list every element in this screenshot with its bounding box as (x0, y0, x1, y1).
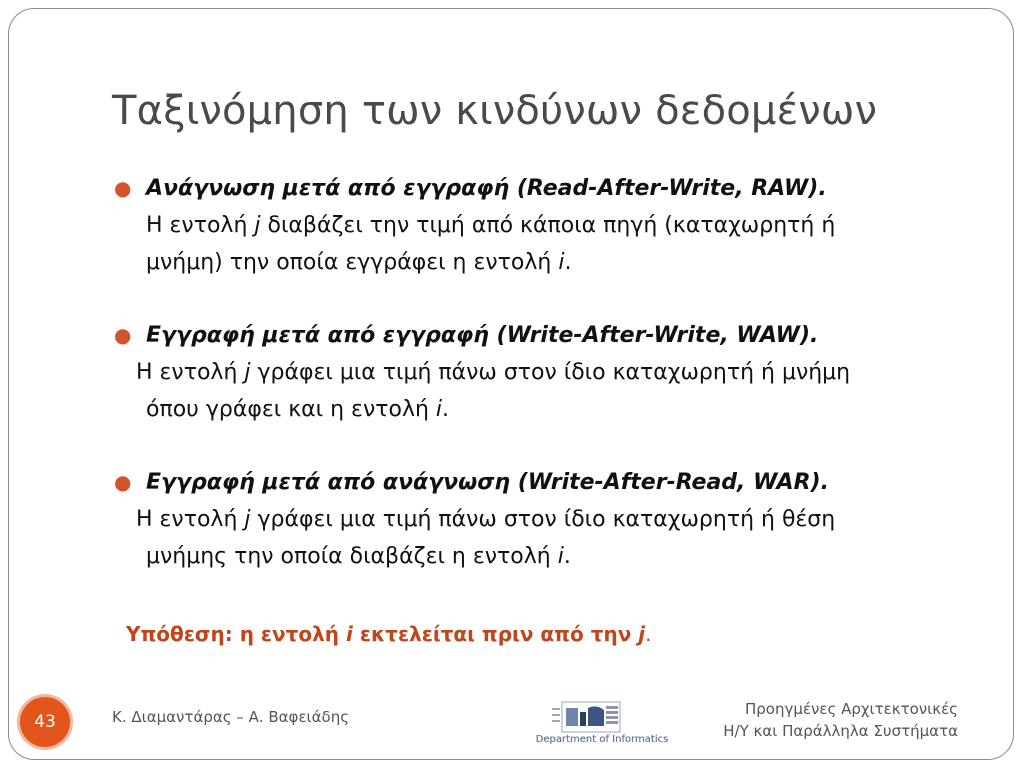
variable-j: j (254, 213, 261, 238)
page-number: 43 (34, 712, 56, 732)
text-span: διαβάζει την τιμή από κάποια πηγή (καταχωρητή ή (260, 213, 836, 238)
hypothesis-text: Υπόθεση: η εντολή (126, 622, 347, 646)
bullet-heading-period: . (810, 323, 819, 348)
department-logo-icon (524, 698, 680, 746)
text-span: γράφει μια τιμή πάνω στον ίδιο καταχωρητή ή θέση (250, 507, 836, 532)
bullet-text-line (112, 501, 972, 538)
bullet-text-line (112, 207, 972, 244)
hypothesis-period: . (645, 622, 652, 646)
bullet-heading-text: Ανάγνωση μετά από εγγραφή (Read-After-Write, RAW) (146, 176, 819, 201)
bullet-text-line (112, 244, 972, 281)
variable-i: i (435, 397, 443, 422)
variable-i: i (557, 544, 564, 569)
variable-i: i (558, 250, 565, 275)
text-span: μνήμη) την οποία εγγράφει η εντολή (146, 250, 559, 275)
hypothesis-note (126, 622, 652, 646)
variable-j: j (244, 360, 251, 385)
text-span: Η εντολή (136, 507, 245, 532)
bullet-heading (112, 464, 972, 501)
text-span: . (563, 544, 571, 569)
text-span: . (564, 250, 572, 275)
bullet-text-line (112, 391, 972, 428)
text-span: Η εντολή (136, 360, 245, 385)
bullet-heading-text: Εγγραφή μετά από ανάγνωση (Write-After-Read, WAR) (146, 470, 821, 495)
course-line-1: Προηγμένες Αρχιτεκτονικές (745, 700, 958, 718)
footer-course (723, 698, 958, 742)
bullet-item-waw (112, 317, 972, 428)
bullet-heading-period: . (820, 470, 829, 495)
variable-i: i (346, 622, 353, 646)
bullet-text-line (112, 354, 972, 391)
bullet-text-line (112, 538, 972, 575)
variable-j: j (638, 622, 646, 646)
bullet-heading (112, 317, 972, 354)
logo-caption: Department of Informatics (535, 734, 669, 745)
variable-j: j (244, 507, 251, 532)
text-span: . (442, 397, 450, 422)
bullet-dot-icon: ● (114, 176, 132, 200)
bullet-dot-icon: ● (114, 470, 132, 494)
bullet-heading-text: Εγγραφή μετά από εγγραφή (Write-After-Write, WAW) (146, 323, 811, 348)
text-span: Η εντολή (146, 213, 255, 238)
bullet-heading (112, 170, 972, 207)
footer-authors: Κ. Διαμαντάρας – Α. Βαφειάδης (112, 708, 350, 726)
bullet-item-war (112, 464, 972, 575)
text-span: μνήμης την οποία διαβάζει η εντολή (146, 544, 558, 569)
bullet-heading-period: . (818, 176, 827, 201)
text-span: όπου γράφει και η εντολή (146, 397, 436, 422)
slide-title: Ταξινόμηση των κινδύνων δεδομένων (112, 88, 878, 134)
text-span: γράφει μια τιμή πάνω στον ίδιο καταχωρητή ή μνήμη (250, 360, 851, 385)
course-line-2: Η/Υ και Παράλληλα Συστήματα (723, 722, 958, 740)
slide-content (112, 170, 972, 575)
department-logo (524, 698, 680, 746)
page-number-badge (20, 697, 70, 747)
bullet-item-raw (112, 170, 972, 281)
hypothesis-text: εκτελείται πριν από την (352, 622, 639, 646)
bullet-dot-icon: ● (114, 323, 132, 347)
